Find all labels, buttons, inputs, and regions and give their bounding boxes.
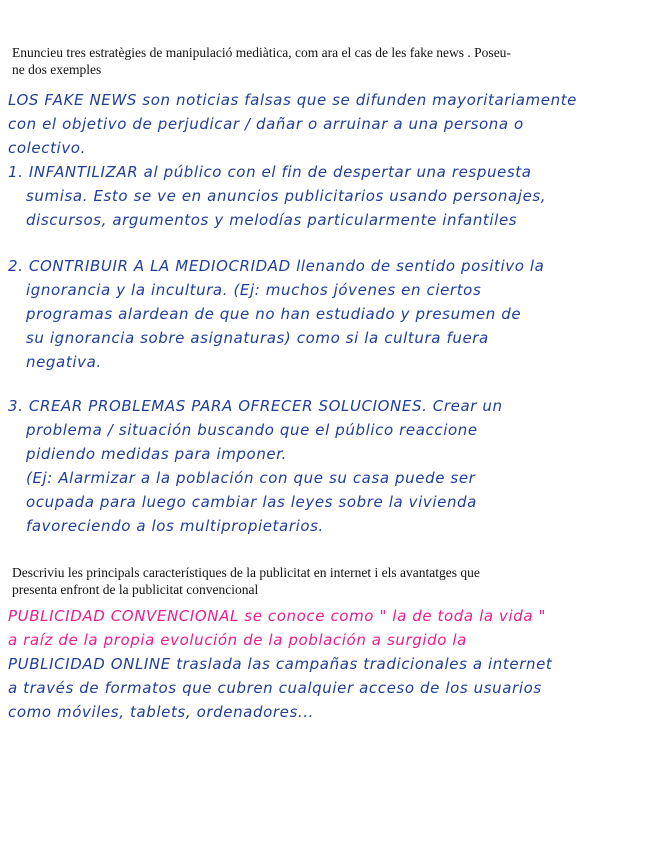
handwritten-line: como móviles, tablets, ordenadores... xyxy=(8,703,314,721)
handwritten-line: ignorancia y la incultura. (Ej: muchos jóvenes en ciertos xyxy=(26,281,482,299)
handwritten-line: ocupada para luego cambiar las leyes sobre la vivienda xyxy=(26,493,477,511)
handwritten-line: 1. INFANTILIZAR al público con el fin de despertar una respuesta xyxy=(8,163,532,181)
question-2-prompt: Descriviu les principals característiques de la publicitat en internet i els avantatges que presenta enfront de la publicitat convencional xyxy=(12,565,480,597)
handwritten-line: problema / situación buscando que el público reaccione xyxy=(26,421,478,439)
handwritten-line: sumisa. Esto se ve en anuncios publicitarios usando personajes, xyxy=(26,187,547,205)
handwritten-line: favoreciendo a los multipropietarios. xyxy=(26,517,324,535)
handwritten-line: su ignorancia sobre asignaturas) como si la cultura fuera xyxy=(26,329,489,347)
handwritten-line: (Ej: Alarmizar a la población con que su casa puede ser xyxy=(26,469,476,487)
strategy-2 xyxy=(8,254,638,374)
handwritten-line: pidiendo medidas para imponer. xyxy=(26,445,288,463)
handwritten-line: PUBLICIDAD ONLINE traslada las campañas tradicionales a internet xyxy=(8,655,553,673)
answer-2 xyxy=(8,604,638,724)
strategy-1 xyxy=(8,160,638,232)
handwritten-line: colectivo. xyxy=(8,139,86,157)
handwritten-line: 2. CONTRIBUIR A LA MEDIOCRIDAD llenando de sentido positivo la xyxy=(8,257,545,275)
answer-1-intro xyxy=(8,88,638,160)
handwritten-line: programas alardean de que no han estudiado y presumen de xyxy=(26,305,522,323)
handwritten-line: negativa. xyxy=(26,353,102,371)
handwritten-line-pink: a raíz de la propia evolución de la población a surgido la xyxy=(8,631,467,649)
handwritten-line: con el objetivo de perjudicar / dañar o arruinar a una persona o xyxy=(8,115,524,133)
handwritten-line: LOS FAKE NEWS son noticias falsas que se difunden mayoritariamente xyxy=(8,91,578,109)
handwritten-line: 3. CREAR PROBLEMAS PARA OFRECER SOLUCIONES. Crear un xyxy=(8,397,503,415)
question-1-prompt: Enunciеu tres estratègies de manipulació mediàtica, com ara el cas de les fake news . Poseu- ne dos exemples xyxy=(12,45,511,77)
handwritten-line: discursos, argumentos y melodías particularmente infantiles xyxy=(26,211,518,229)
handwritten-line: a través de formatos que cubren cualquier acceso de los usuarios xyxy=(8,679,542,697)
handwritten-line-pink: PUBLICIDAD CONVENCIONAL se conoce como " la de toda la vida " xyxy=(8,607,547,625)
strategy-3 xyxy=(8,394,638,538)
